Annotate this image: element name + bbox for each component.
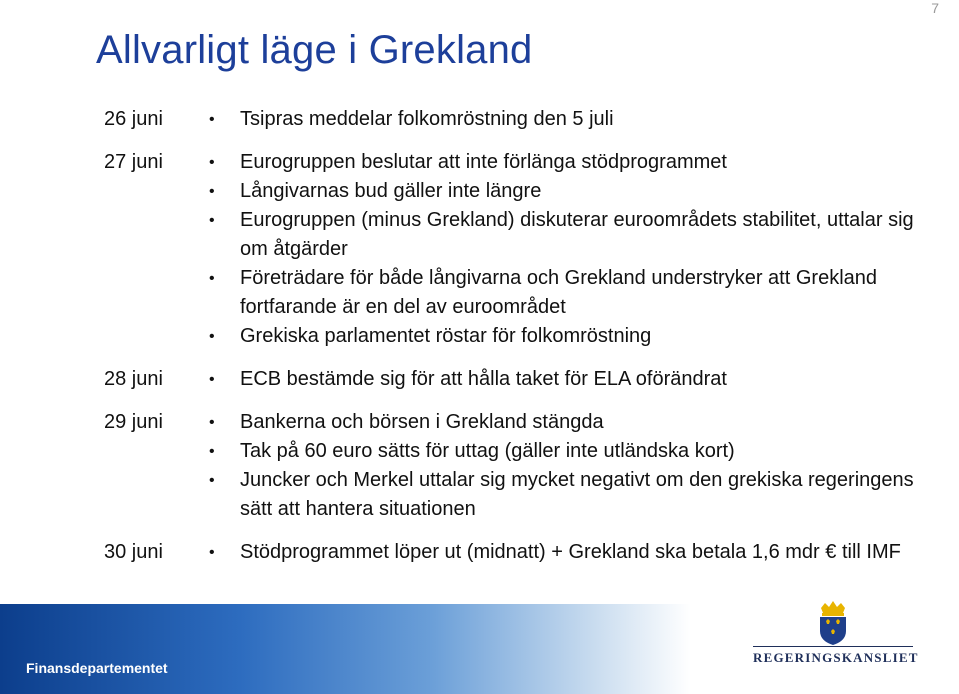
bullet-icon: • [209, 111, 215, 128]
day-block-30-juni [104, 538, 934, 567]
bullet-text: Långivarnas bud gäller inte längre [240, 180, 542, 202]
date-label: 29 juni [104, 411, 163, 433]
bullet-item [208, 264, 934, 322]
logo-text: REGERINGSKANSLIET [753, 650, 919, 665]
footer-banner [0, 604, 959, 694]
department-label: Finansdepartementet [26, 660, 168, 676]
bullet-icon: • [209, 183, 215, 200]
bullet-item [208, 365, 934, 394]
bullet-icon: • [209, 414, 215, 431]
bullet-text: Företrädare för både långivarna och Grekland understryker att Grekland fortfarande är en del av euroområdet [240, 267, 878, 318]
bullet-icon: • [209, 544, 215, 561]
regeringskansliet-logo [753, 600, 923, 682]
day-block-27-juni [104, 148, 934, 351]
bullet-icon: • [209, 328, 215, 345]
bullet-text: Stödprogrammet löper ut (midnatt) + Grekland ska betala 1,6 mdr € till IMF [240, 541, 901, 563]
bullet-item [208, 148, 934, 177]
bullet-item [208, 408, 934, 437]
bullet-item [208, 177, 934, 206]
date-label: 30 juni [104, 541, 163, 563]
slide-title: Allvarligt läge i Grekland [96, 28, 533, 72]
bullet-icon: • [209, 443, 215, 460]
bullet-text: Grekiska parlamentet röstar för folkomröstning [240, 325, 652, 347]
bullet-item [208, 437, 934, 466]
bullet-item [208, 105, 934, 134]
bullet-list [208, 408, 934, 524]
date-label: 26 juni [104, 108, 163, 130]
bullet-icon: • [209, 371, 215, 388]
bullet-item [208, 322, 934, 351]
bullet-icon: • [209, 212, 215, 229]
day-block-28-juni [104, 365, 934, 394]
bullet-icon: • [209, 154, 215, 171]
day-block-29-juni [104, 408, 934, 524]
bullet-list [208, 105, 934, 134]
bullet-item [208, 538, 934, 567]
bullet-icon: • [209, 270, 215, 287]
agenda [104, 105, 934, 581]
bullet-text: Tsipras meddelar folkomröstning den 5 juli [240, 108, 614, 130]
bullet-item [208, 466, 934, 524]
bullet-list [208, 365, 934, 394]
bullet-text: Tak på 60 euro sätts för uttag (gäller inte utländska kort) [240, 440, 735, 462]
bullet-text: Eurogruppen beslutar att inte förlänga stödprogrammet [240, 151, 727, 173]
date-label: 28 juni [104, 368, 163, 390]
bullet-text: Eurogruppen (minus Grekland) diskuterar euroområdets stabilitet, uttalar sig om åtgärder [240, 209, 914, 260]
bullet-text: Juncker och Merkel uttalar sig mycket negativt om den grekiska regeringens sätt att hantera situationen [240, 469, 914, 520]
page-number: 7 [931, 0, 939, 16]
bullet-item [208, 206, 934, 264]
bullet-list [208, 538, 934, 567]
date-label: 27 juni [104, 151, 163, 173]
bullet-icon: • [209, 472, 215, 489]
bullet-text: ECB bestämde sig för att hålla taket för ELA oförändrat [240, 368, 727, 390]
day-block-26-juni [104, 105, 934, 134]
logo-divider [753, 646, 913, 647]
crown-shield-icon [815, 600, 851, 646]
bullet-list [208, 148, 934, 351]
bullet-text: Bankerna och börsen i Grekland stängda [240, 411, 604, 433]
